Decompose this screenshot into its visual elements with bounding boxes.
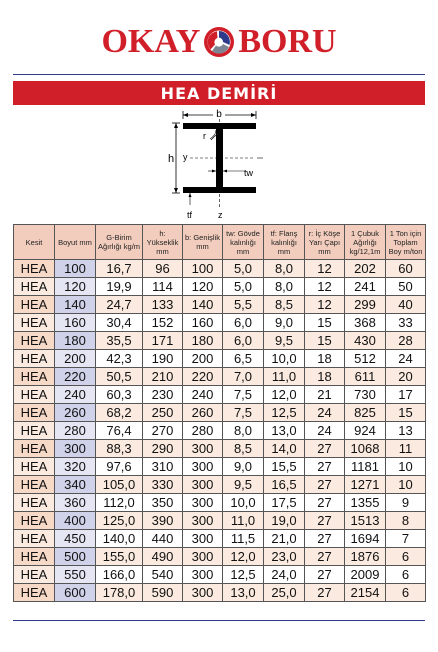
cell-height: 440 <box>143 530 183 548</box>
cell-bar-weight: 1271 <box>345 476 386 494</box>
cell-bar-weight: 1355 <box>345 494 386 512</box>
cell-radius: 12 <box>305 260 345 278</box>
cell-height: 540 <box>143 566 183 584</box>
cell-length-per-ton: 6 <box>386 548 426 566</box>
table-row <box>14 350 426 368</box>
cell-flange-thickness: 21,0 <box>264 530 305 548</box>
table-row <box>14 332 426 350</box>
cell-radius: 27 <box>305 530 345 548</box>
cell-weight: 125,0 <box>96 512 143 530</box>
col-header-weight: G-Birim Ağırlığı kg/m <box>96 225 143 260</box>
cell-radius: 27 <box>305 476 345 494</box>
cell-flange-thickness: 9,0 <box>264 314 305 332</box>
cell-length-per-ton: 9 <box>386 494 426 512</box>
cell-bar-weight: 924 <box>345 422 386 440</box>
cell-width: 160 <box>183 314 223 332</box>
cell-boyut: 450 <box>55 530 96 548</box>
cell-height: 210 <box>143 368 183 386</box>
cell-boyut: 360 <box>55 494 96 512</box>
table-row <box>14 566 426 584</box>
cell-radius: 12 <box>305 296 345 314</box>
cell-flange-thickness: 9,5 <box>264 332 305 350</box>
cell-kesit: HEA <box>14 296 55 314</box>
cell-flange-thickness: 15,5 <box>264 458 305 476</box>
cell-width: 140 <box>183 296 223 314</box>
label-z: z <box>218 210 223 220</box>
cell-length-per-ton: 8 <box>386 512 426 530</box>
cell-boyut: 200 <box>55 350 96 368</box>
page-title: HEA DEMİRİ <box>160 83 278 103</box>
col-header-flange-thickness: tf: Flanş kalınlığı mm <box>264 225 305 260</box>
table-row <box>14 368 426 386</box>
cell-weight: 88,3 <box>96 440 143 458</box>
cell-radius: 27 <box>305 458 345 476</box>
hea-specification-table <box>13 224 426 602</box>
cell-length-per-ton: 50 <box>386 278 426 296</box>
cell-width: 300 <box>183 494 223 512</box>
cell-boyut: 280 <box>55 422 96 440</box>
cell-flange-thickness: 8,0 <box>264 278 305 296</box>
cell-length-per-ton: 17 <box>386 386 426 404</box>
cell-weight: 24,7 <box>96 296 143 314</box>
cell-bar-weight: 1181 <box>345 458 386 476</box>
cell-height: 190 <box>143 350 183 368</box>
cell-flange-thickness: 25,0 <box>264 584 305 602</box>
cell-bar-weight: 1513 <box>345 512 386 530</box>
cell-height: 330 <box>143 476 183 494</box>
cell-flange-thickness: 23,0 <box>264 548 305 566</box>
cell-boyut: 140 <box>55 296 96 314</box>
cell-width: 300 <box>183 584 223 602</box>
cell-bar-weight: 2154 <box>345 584 386 602</box>
table-row <box>14 530 426 548</box>
col-header-length-per-ton: 1 Ton için Toplam Boy m/ton <box>386 225 426 260</box>
cell-weight: 60,3 <box>96 386 143 404</box>
cell-web-thickness: 9,5 <box>223 476 264 494</box>
cell-height: 250 <box>143 404 183 422</box>
cell-kesit: HEA <box>14 368 55 386</box>
cell-web-thickness: 8,0 <box>223 422 264 440</box>
cell-height: 590 <box>143 584 183 602</box>
cell-weight: 140,0 <box>96 530 143 548</box>
cell-boyut: 550 <box>55 566 96 584</box>
cell-height: 310 <box>143 458 183 476</box>
cell-bar-weight: 241 <box>345 278 386 296</box>
cell-radius: 27 <box>305 494 345 512</box>
cell-web-thickness: 5,0 <box>223 278 264 296</box>
cell-web-thickness: 6,0 <box>223 332 264 350</box>
label-tf: tf <box>187 210 193 220</box>
cell-bar-weight: 512 <box>345 350 386 368</box>
logo-text-right: BORU <box>238 23 337 60</box>
cell-bar-weight: 1876 <box>345 548 386 566</box>
cell-length-per-ton: 7 <box>386 530 426 548</box>
table-row <box>14 296 426 314</box>
cell-flange-thickness: 24,0 <box>264 566 305 584</box>
cell-bar-weight: 825 <box>345 404 386 422</box>
col-header-bar-weight: 1 Çubuk Ağırlığı kg/12,1m <box>345 225 386 260</box>
cell-flange-thickness: 8,0 <box>264 260 305 278</box>
cell-height: 114 <box>143 278 183 296</box>
cell-length-per-ton: 24 <box>386 350 426 368</box>
cell-width: 120 <box>183 278 223 296</box>
cell-width: 260 <box>183 404 223 422</box>
cell-flange-thickness: 13,0 <box>264 422 305 440</box>
cell-length-per-ton: 10 <box>386 458 426 476</box>
cell-width: 100 <box>183 260 223 278</box>
cell-width: 300 <box>183 548 223 566</box>
cell-radius: 24 <box>305 404 345 422</box>
company-logo <box>0 22 438 62</box>
cell-weight: 35,5 <box>96 332 143 350</box>
table-row <box>14 512 426 530</box>
cell-flange-thickness: 8,5 <box>264 296 305 314</box>
cell-width: 300 <box>183 458 223 476</box>
cell-width: 300 <box>183 512 223 530</box>
cell-height: 350 <box>143 494 183 512</box>
cell-radius: 27 <box>305 440 345 458</box>
hea-profile-diagram <box>150 105 290 223</box>
cell-width: 300 <box>183 530 223 548</box>
cell-web-thickness: 7,5 <box>223 404 264 422</box>
table-row <box>14 260 426 278</box>
cell-length-per-ton: 13 <box>386 422 426 440</box>
table-row <box>14 548 426 566</box>
cell-radius: 15 <box>305 314 345 332</box>
col-header-radius: r: İç Köşe Yarı Çapı mm <box>305 225 345 260</box>
top-divider <box>13 74 425 75</box>
cell-boyut: 100 <box>55 260 96 278</box>
cell-length-per-ton: 6 <box>386 566 426 584</box>
cell-weight: 105,0 <box>96 476 143 494</box>
cell-height: 230 <box>143 386 183 404</box>
cell-kesit: HEA <box>14 314 55 332</box>
table-header-row <box>14 225 426 260</box>
cell-kesit: HEA <box>14 278 55 296</box>
cell-bar-weight: 2009 <box>345 566 386 584</box>
cell-boyut: 400 <box>55 512 96 530</box>
cell-web-thickness: 10,0 <box>223 494 264 512</box>
cell-length-per-ton: 40 <box>386 296 426 314</box>
cell-width: 240 <box>183 386 223 404</box>
cell-bar-weight: 299 <box>345 296 386 314</box>
table-row <box>14 458 426 476</box>
cell-kesit: HEA <box>14 350 55 368</box>
cell-web-thickness: 12,0 <box>223 548 264 566</box>
label-y: y <box>183 152 188 162</box>
cell-kesit: HEA <box>14 584 55 602</box>
logo-emblem-icon <box>203 26 235 58</box>
cell-radius: 18 <box>305 350 345 368</box>
cell-weight: 166,0 <box>96 566 143 584</box>
cell-length-per-ton: 10 <box>386 476 426 494</box>
cell-kesit: HEA <box>14 512 55 530</box>
cell-web-thickness: 7,0 <box>223 368 264 386</box>
cell-weight: 97,6 <box>96 458 143 476</box>
cell-web-thickness: 8,5 <box>223 440 264 458</box>
cell-flange-thickness: 12,0 <box>264 386 305 404</box>
cell-height: 290 <box>143 440 183 458</box>
cell-web-thickness: 5,0 <box>223 260 264 278</box>
cell-flange-thickness: 16,5 <box>264 476 305 494</box>
cell-radius: 27 <box>305 566 345 584</box>
cell-radius: 27 <box>305 584 345 602</box>
cell-weight: 178,0 <box>96 584 143 602</box>
cell-bar-weight: 1068 <box>345 440 386 458</box>
cell-kesit: HEA <box>14 332 55 350</box>
cell-length-per-ton: 33 <box>386 314 426 332</box>
col-header-kesit: Kesit <box>14 225 55 260</box>
table-row <box>14 476 426 494</box>
cell-boyut: 500 <box>55 548 96 566</box>
cell-flange-thickness: 10,0 <box>264 350 305 368</box>
cell-weight: 155,0 <box>96 548 143 566</box>
cell-web-thickness: 11,0 <box>223 512 264 530</box>
cell-web-thickness: 9,0 <box>223 458 264 476</box>
cell-web-thickness: 6,0 <box>223 314 264 332</box>
cell-boyut: 220 <box>55 368 96 386</box>
cell-weight: 42,3 <box>96 350 143 368</box>
cell-bar-weight: 368 <box>345 314 386 332</box>
cell-radius: 15 <box>305 332 345 350</box>
cell-radius: 27 <box>305 548 345 566</box>
table-row <box>14 314 426 332</box>
cell-radius: 18 <box>305 368 345 386</box>
cell-radius: 24 <box>305 422 345 440</box>
cell-width: 300 <box>183 440 223 458</box>
label-h: h <box>168 153 175 165</box>
cell-flange-thickness: 12,5 <box>264 404 305 422</box>
cell-kesit: HEA <box>14 458 55 476</box>
col-header-web-thickness: tw: Gövde kalınlığı mm <box>223 225 264 260</box>
cell-bar-weight: 611 <box>345 368 386 386</box>
cell-boyut: 160 <box>55 314 96 332</box>
cell-weight: 68,2 <box>96 404 143 422</box>
table-row <box>14 404 426 422</box>
cell-height: 171 <box>143 332 183 350</box>
cell-web-thickness: 7,5 <box>223 386 264 404</box>
col-header-height: h: Yükseklik mm <box>143 225 183 260</box>
cell-boyut: 320 <box>55 458 96 476</box>
cell-length-per-ton: 28 <box>386 332 426 350</box>
cell-bar-weight: 430 <box>345 332 386 350</box>
cell-kesit: HEA <box>14 260 55 278</box>
bottom-divider <box>13 620 425 621</box>
label-tw: tw <box>244 168 253 178</box>
cell-boyut: 300 <box>55 440 96 458</box>
table-row <box>14 422 426 440</box>
cell-width: 280 <box>183 422 223 440</box>
cell-kesit: HEA <box>14 404 55 422</box>
cell-boyut: 600 <box>55 584 96 602</box>
cell-length-per-ton: 11 <box>386 440 426 458</box>
table-row <box>14 278 426 296</box>
cell-width: 220 <box>183 368 223 386</box>
cell-kesit: HEA <box>14 386 55 404</box>
cell-bar-weight: 730 <box>345 386 386 404</box>
cell-web-thickness: 12,5 <box>223 566 264 584</box>
cell-height: 96 <box>143 260 183 278</box>
cell-web-thickness: 11,5 <box>223 530 264 548</box>
cell-kesit: HEA <box>14 440 55 458</box>
cell-length-per-ton: 15 <box>386 404 426 422</box>
cell-length-per-ton: 20 <box>386 368 426 386</box>
cell-width: 180 <box>183 332 223 350</box>
cell-radius: 27 <box>305 512 345 530</box>
cell-kesit: HEA <box>14 530 55 548</box>
col-header-boyut: Boyut mm <box>55 225 96 260</box>
cell-kesit: HEA <box>14 476 55 494</box>
cell-width: 300 <box>183 566 223 584</box>
cell-length-per-ton: 6 <box>386 584 426 602</box>
cell-boyut: 120 <box>55 278 96 296</box>
cell-boyut: 180 <box>55 332 96 350</box>
cell-kesit: HEA <box>14 566 55 584</box>
cell-web-thickness: 6,5 <box>223 350 264 368</box>
cell-length-per-ton: 60 <box>386 260 426 278</box>
label-r: r <box>203 131 206 141</box>
cell-radius: 21 <box>305 386 345 404</box>
cell-radius: 12 <box>305 278 345 296</box>
cell-width: 200 <box>183 350 223 368</box>
cell-kesit: HEA <box>14 494 55 512</box>
cell-weight: 112,0 <box>96 494 143 512</box>
cell-kesit: HEA <box>14 422 55 440</box>
cell-flange-thickness: 14,0 <box>264 440 305 458</box>
cell-boyut: 240 <box>55 386 96 404</box>
cell-boyut: 260 <box>55 404 96 422</box>
col-header-width: b: Genişlik mm <box>183 225 223 260</box>
cell-kesit: HEA <box>14 548 55 566</box>
cell-web-thickness: 5,5 <box>223 296 264 314</box>
cell-height: 152 <box>143 314 183 332</box>
cell-width: 300 <box>183 476 223 494</box>
cell-height: 490 <box>143 548 183 566</box>
cell-height: 133 <box>143 296 183 314</box>
table-row <box>14 584 426 602</box>
table-row <box>14 440 426 458</box>
cell-weight: 30,4 <box>96 314 143 332</box>
cell-web-thickness: 13,0 <box>223 584 264 602</box>
cell-height: 270 <box>143 422 183 440</box>
cell-bar-weight: 1694 <box>345 530 386 548</box>
cell-flange-thickness: 17,5 <box>264 494 305 512</box>
cell-boyut: 340 <box>55 476 96 494</box>
logo-text-left: OKAY <box>101 23 201 60</box>
cell-weight: 50,5 <box>96 368 143 386</box>
title-bar <box>13 81 425 105</box>
cell-flange-thickness: 19,0 <box>264 512 305 530</box>
cell-bar-weight: 202 <box>345 260 386 278</box>
cell-height: 390 <box>143 512 183 530</box>
label-b: b <box>216 109 222 120</box>
cell-weight: 76,4 <box>96 422 143 440</box>
table-row <box>14 494 426 512</box>
cell-flange-thickness: 11,0 <box>264 368 305 386</box>
cell-weight: 19,9 <box>96 278 143 296</box>
table-row <box>14 386 426 404</box>
cell-weight: 16,7 <box>96 260 143 278</box>
